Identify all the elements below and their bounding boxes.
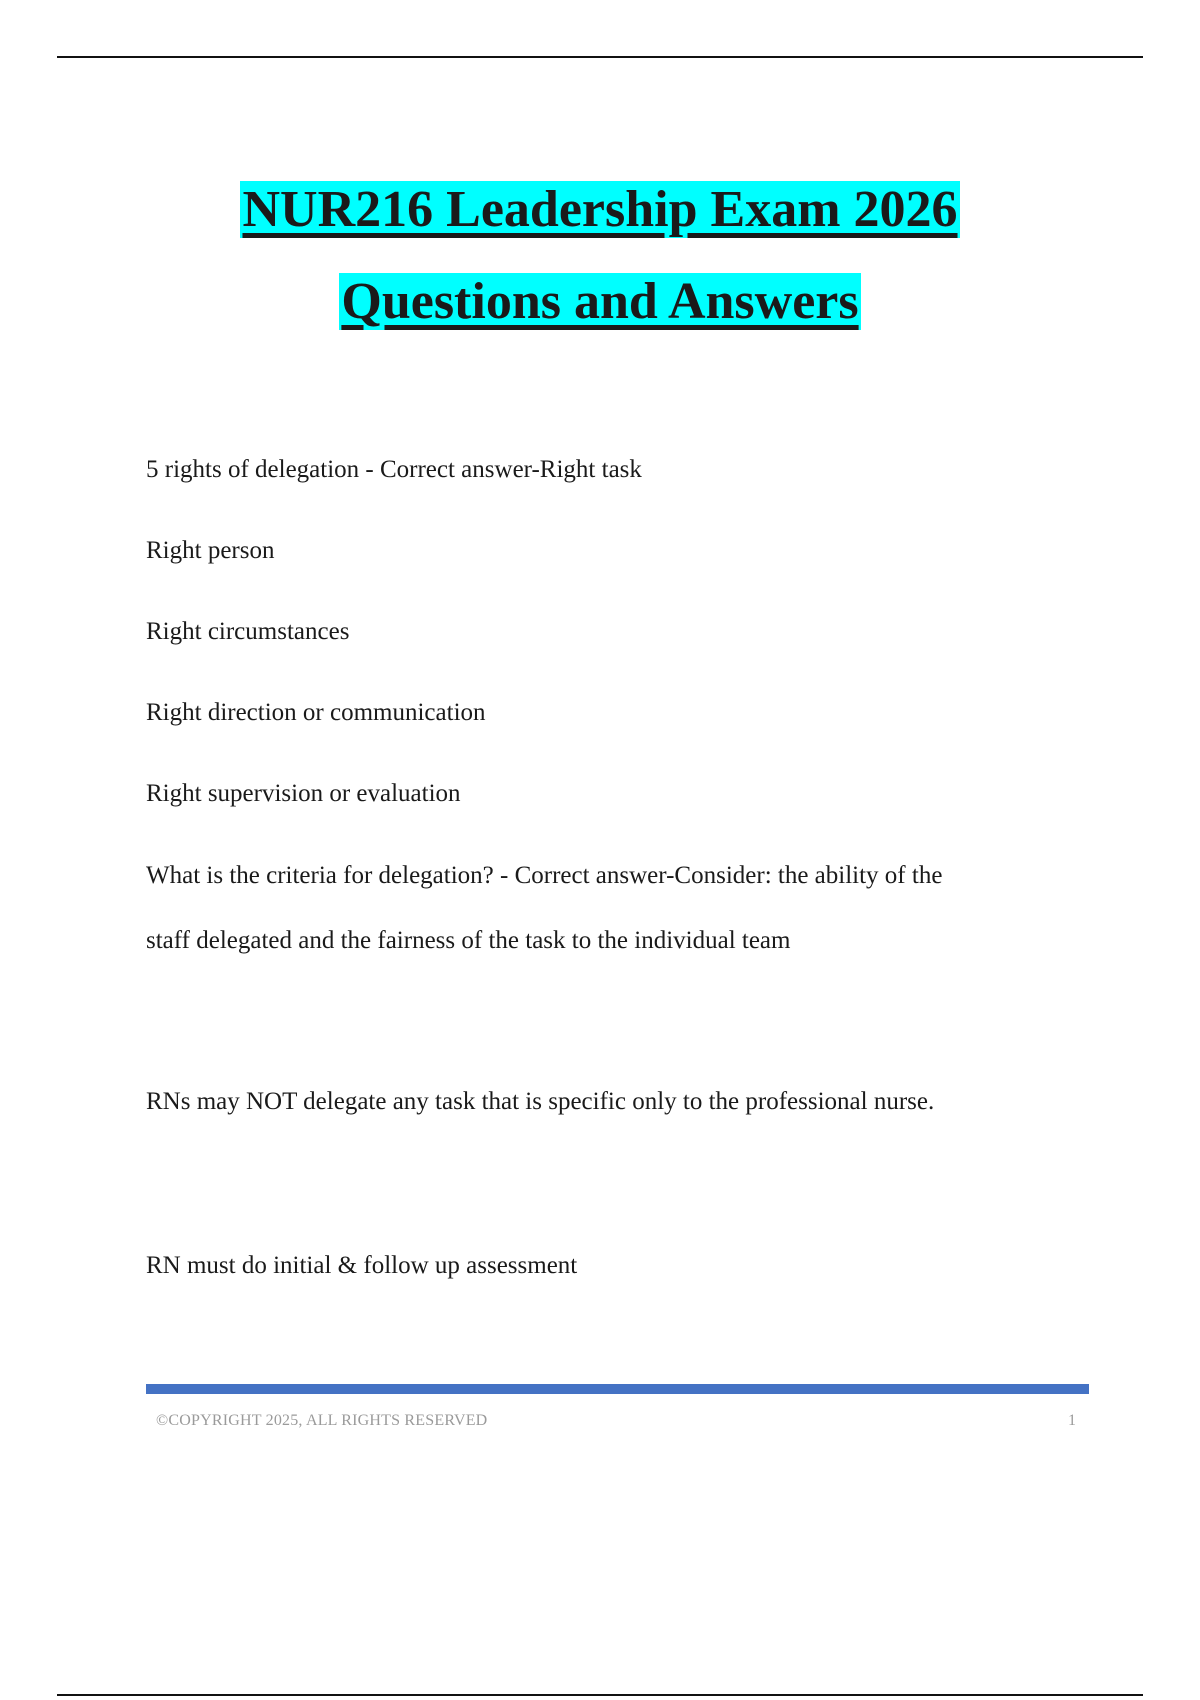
paragraph-rn-may-not-delegate: RNs may NOT delegate any task that is specific only to the professional nurse. bbox=[146, 1088, 935, 1115]
page-number: 1 bbox=[1068, 1412, 1076, 1429]
paragraph-delegation-rights: 5 rights of delegation - Correct answer-Right task bbox=[146, 456, 642, 483]
document-subtitle bbox=[0, 272, 1200, 332]
paragraph-right-direction: Right direction or communication bbox=[146, 699, 486, 726]
paragraph-right-person: Right person bbox=[146, 537, 275, 564]
paragraph-delegation-criteria: What is the criteria for delegation? - Correct answer-Consider: the ability of the bbox=[146, 862, 943, 889]
top-divider bbox=[57, 56, 1143, 58]
paragraph-delegation-criteria-cont: staff delegated and the fairness of the task to the individual team bbox=[146, 927, 791, 954]
title-line-2: Questions and Answers bbox=[341, 273, 859, 330]
footer-bar bbox=[146, 1384, 1089, 1394]
document-title bbox=[0, 180, 1200, 240]
footer-copyright: ©COPYRIGHT 2025, ALL RIGHTS RESERVED bbox=[156, 1412, 488, 1429]
bottom-divider bbox=[57, 1694, 1143, 1696]
paragraph-rn-assessment: RN must do initial & follow up assessment bbox=[146, 1252, 578, 1279]
title-line-1: NUR216 Leadership Exam 2026 bbox=[242, 181, 958, 238]
paragraph-right-circumstances: Right circumstances bbox=[146, 618, 350, 645]
paragraph-right-supervision: Right supervision or evaluation bbox=[146, 780, 461, 807]
